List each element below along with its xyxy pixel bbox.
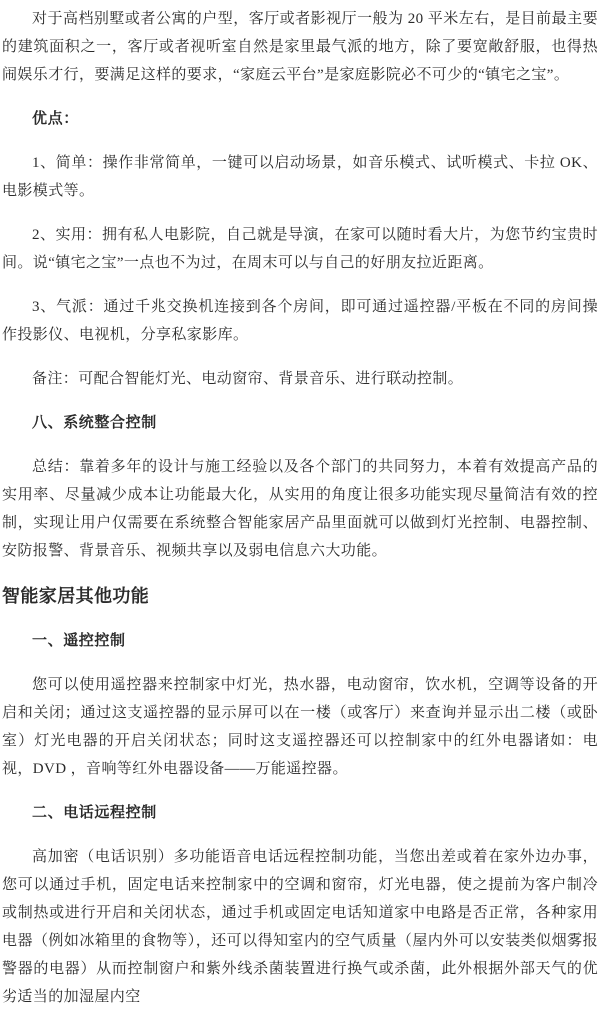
note-paragraph: 备注：可配合智能灯光、电动窗帘、背景音乐、进行联动控制。 bbox=[32, 371, 464, 387]
remote-control-heading: 一、遥控控制 bbox=[32, 632, 126, 649]
advantage-1-simple: 1、简单：操作非常简单，一键可以启动场景，如音乐模式、试听模式、卡拉 OK、电影模式等。 bbox=[2, 155, 598, 199]
other-functions-section-title: 智能家居其他功能 bbox=[2, 586, 150, 606]
phone-remote-control-heading: 二、电话远程控制 bbox=[32, 804, 157, 821]
advantages-heading: 优点： bbox=[32, 110, 79, 127]
advantage-2-practical: 2、实用：拥有私人电影院，自己就是导演，在家可以随时看大片，为您节约宝贵时间。说“镇宅之宝”一点也不为过，在周末可以与自己的好朋友拉近距离。 bbox=[2, 227, 598, 271]
remote-control-paragraph: 您可以使用遥控器来控制家中灯光，热水器，电动窗帘，饮水机，空调等设备的开启和关闭；通过这支遥控器的显示屏可以在一楼（或客厅）来查询并显示出二楼（或卧室）灯光电器的开启关闭状态；同时这支遥控器还可以控制家中的红外电器诸如：电视，DVD ，音响等红外电器设备——万能遥控器。 bbox=[2, 677, 598, 777]
advantage-3-stylish: 3、气派：通过千兆交换机连接到各个房间，即可通过遥控器/平板在不同的房间操作投影仪、电视机，分享私家影库。 bbox=[2, 299, 598, 343]
section-8-system-integration-heading: 八、系统整合控制 bbox=[32, 414, 157, 431]
phone-remote-control-paragraph: 高加密（电话识别）多功能语音电话远程控制功能，当您出差或着在家外边办事，您可以通过手机，固定电话来控制家中的空调和窗帘，灯光电器，使之提前为客户制冷或制热或进行开启和关闭状态，通过手机或固定电话知道家中电路是否正常，各种家用电器（例如冰箱里的食物等），还可以得知室内的空气质量（屋内外可以安装类似烟雾报警器的电器）从而控制窗户和紫外线杀菌装置进行换气或杀菌，此外根据外部天气的优劣适当的加湿屋内空 bbox=[2, 849, 598, 1005]
summary-paragraph: 总结：靠着多年的设计与施工经验以及各个部门的共同努力，本着有效提高产品的实用率、尽量减少成本让功能最大化，从实用的角度让很多功能实现尽量简洁有效的控制，实现让用户仅需要在系统整合智能家居产品里面就可以做到灯光控制、电器控制、安防报警、背景音乐、视频共享以及弱电信息六大功能。 bbox=[2, 459, 598, 559]
intro-paragraph: 对于高档别墅或者公寓的户型，客厅或者影视厅一般为 20 平米左右，是目前最主要的建筑面积之一，客厅或者视听室自然是家里最气派的地方，除了要宽敞舒服，也得热闹娱乐才行，要满足这样的要求，“家庭云平台”是家庭影院必不可少的“镇宅之宝”。 bbox=[2, 11, 598, 83]
